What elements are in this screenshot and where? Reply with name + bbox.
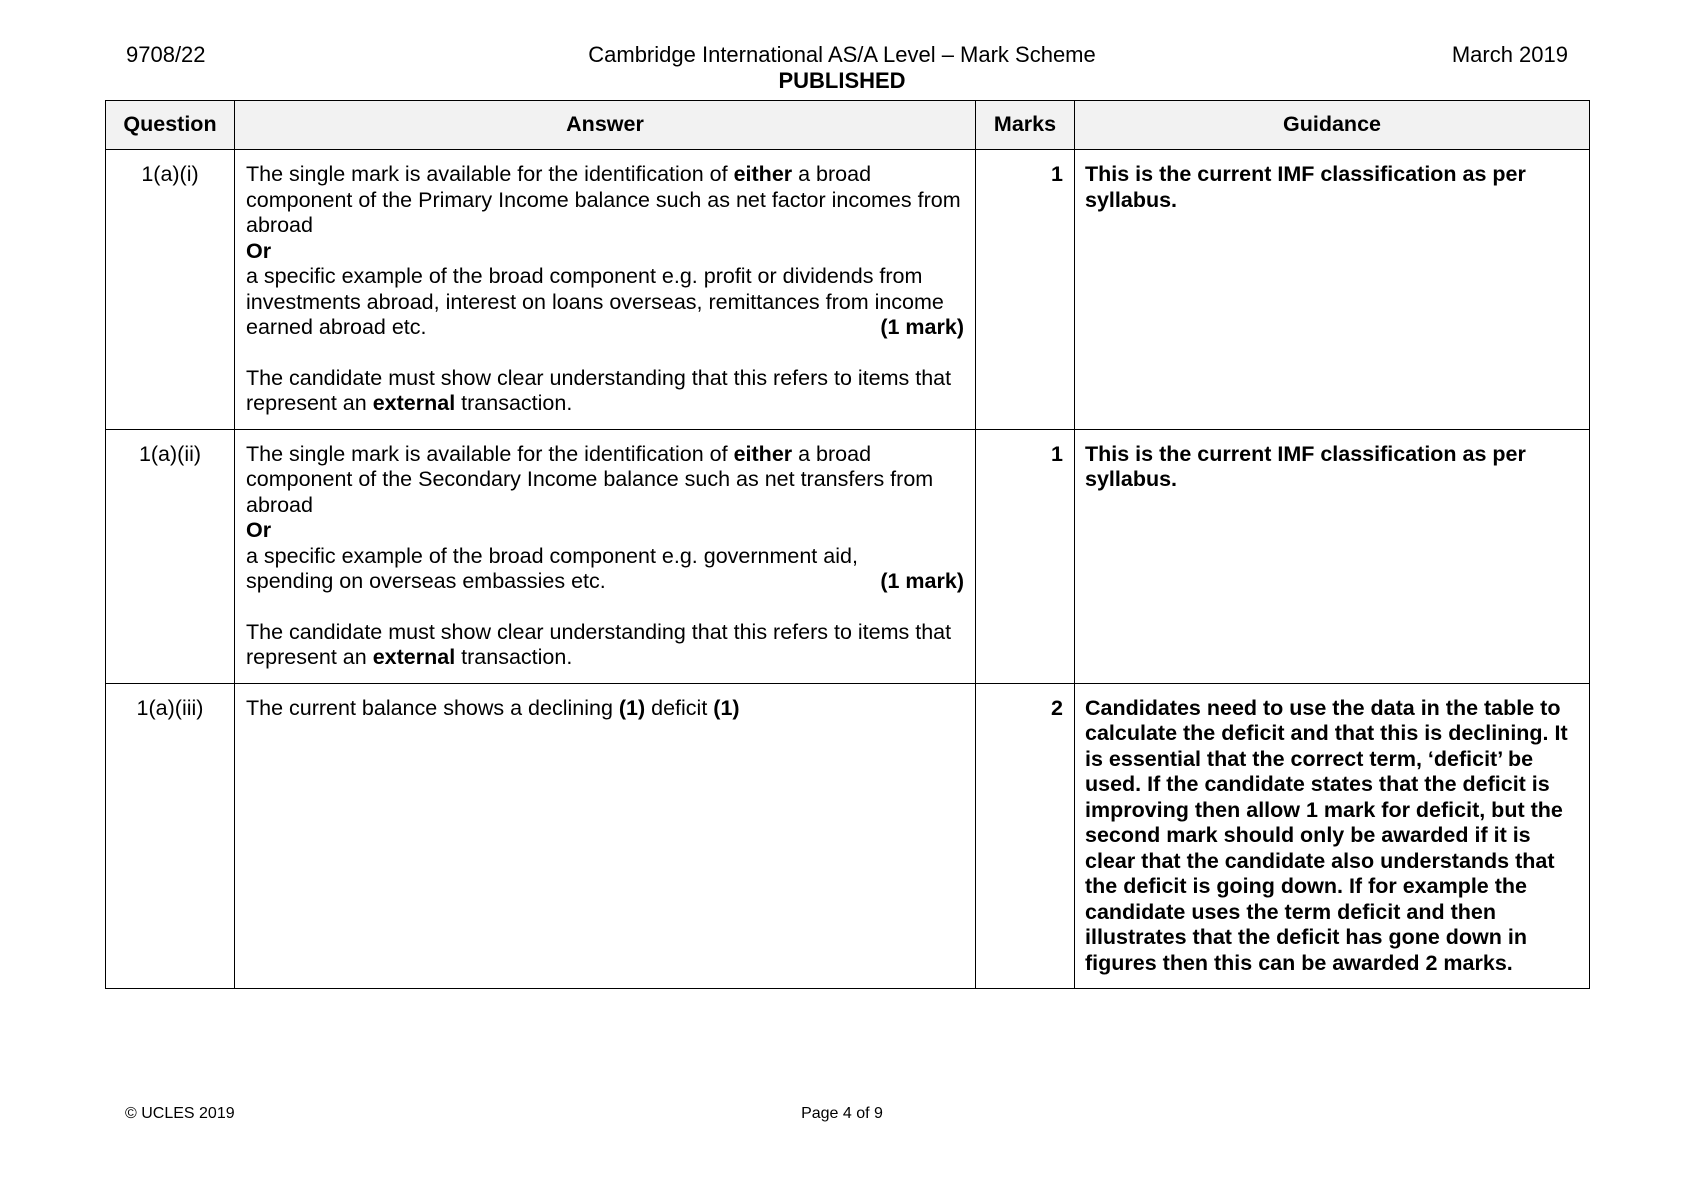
- answer-text: The candidate must show clear understanding that this refers to items that represent an: [246, 365, 952, 415]
- answer-text: deficit: [645, 695, 714, 720]
- answer-emphasis: either: [733, 441, 793, 466]
- table-row: [106, 150, 1590, 430]
- guidance-text: Candidates need to use the data in the table to calculate the deficit and that this is declining. It is essential that the correct term, ‘deficit’ be used. If the candidate states that the deficit is improving then allow 1 mark for deficit, but the second mark should only be awarded if it is clear that the candidate also understands that the deficit is going down. If for example the candidate uses the term deficit and then illustrates that the deficit has gone down in figures then this can be awarded 2 marks.: [1075, 683, 1590, 989]
- mark-scheme-table: [105, 100, 1590, 989]
- answer-text: The candidate must show clear understanding that this refers to items that represent an: [246, 619, 952, 669]
- answer-paragraph: a specific example of the broad component e.g. government aid,: [246, 543, 858, 568]
- guidance-text: This is the current IMF classification as per syllabus.: [1075, 150, 1590, 430]
- column-header-answer: Answer: [235, 101, 976, 150]
- mark-allocation: (1 mark): [880, 569, 964, 593]
- answer-text: The current balance shows a declining: [246, 695, 619, 720]
- answer-mark-line: [246, 315, 964, 341]
- or-label: Or: [246, 238, 272, 263]
- answer-text: transaction.: [455, 645, 573, 669]
- answer-text: a broad component of the Secondary Income balance such as net transfers from abroad: [246, 441, 934, 517]
- table-row: [106, 683, 1590, 989]
- answer-paragraph: [246, 162, 964, 239]
- answer-paragraph: a specific example of the broad component e.g. profit or dividends from investments abroad, interest on loans overseas, remittances from income: [246, 264, 944, 314]
- table-header-row: [106, 101, 1590, 150]
- document-title: [0, 42, 1684, 94]
- answer-mark-line: [246, 569, 964, 595]
- answer-cell: [235, 683, 976, 989]
- question-number: 1(a)(i): [106, 150, 235, 430]
- answer-cell: [235, 150, 976, 430]
- answer-text: The single mark is available for the identification of: [246, 162, 734, 186]
- answer-emphasis: external: [372, 391, 456, 415]
- answer-text: a broad component of the Primary Income balance such as net factor incomes from abroad: [246, 162, 961, 237]
- page-number: Page 4 of 9: [801, 1105, 883, 1122]
- question-number: 1(a)(ii): [106, 429, 235, 683]
- copyright-notice: © UCLES 2019: [125, 1105, 235, 1122]
- question-number: 1(a)(iii): [106, 683, 235, 989]
- column-header-guidance: Guidance: [1075, 101, 1590, 150]
- column-header-marks: Marks: [976, 101, 1075, 150]
- or-label: Or: [246, 518, 272, 542]
- mark-allocation: (1 mark): [880, 315, 964, 339]
- paragraph-spacer: [246, 595, 964, 620]
- answer-paragraph: [246, 620, 964, 671]
- syllabus-code: 9708/22: [126, 42, 206, 67]
- answer-cell: [235, 429, 976, 683]
- exam-date: March 2019: [1451, 42, 1568, 67]
- answer-paragraph: [246, 366, 964, 417]
- mark-point: (1): [618, 695, 646, 720]
- answer-text: earned abroad etc.: [246, 315, 427, 339]
- title-text: Cambridge International AS/A Level – Mark Scheme: [588, 42, 1096, 67]
- mark-point: (1): [713, 695, 740, 720]
- answer-text: spending on overseas embassies etc.: [246, 569, 606, 593]
- marks-value: 1: [976, 429, 1075, 683]
- guidance-text: This is the current IMF classification as per syllabus.: [1075, 429, 1590, 683]
- column-header-question: Question: [106, 101, 235, 150]
- answer-paragraph: [246, 442, 964, 519]
- table-row: [106, 429, 1590, 683]
- answer-emphasis: external: [372, 645, 456, 669]
- published-label: PUBLISHED: [778, 68, 906, 93]
- answer-text: transaction.: [455, 391, 573, 415]
- answer-text: The single mark is available for the identification of: [246, 441, 734, 466]
- paragraph-spacer: [246, 341, 964, 366]
- marks-value: 1: [976, 150, 1075, 430]
- answer-emphasis: either: [733, 162, 793, 186]
- marks-value: 2: [976, 683, 1075, 989]
